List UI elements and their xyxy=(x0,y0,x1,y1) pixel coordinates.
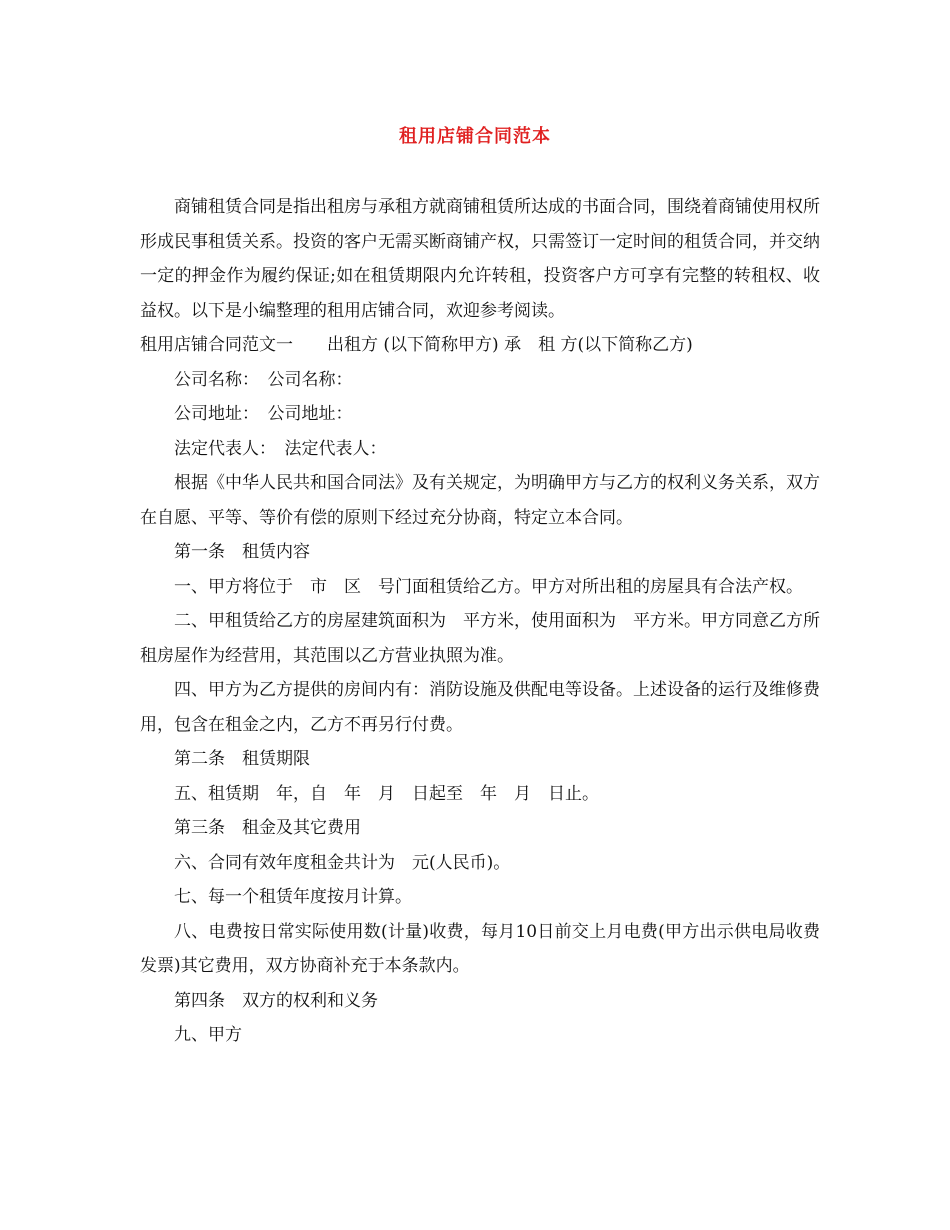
clause-1: 一、甲方将位于 市 区 号门面租赁给乙方。甲方对所出租的房屋具有合法产权。 xyxy=(174,576,803,597)
article-3-heading: 第三条 租金及其它费用 xyxy=(174,818,361,838)
paragraph-legal-representative: 法定代表人： 法定代表人： xyxy=(174,438,387,459)
clause-7: 七、每一个租赁年度按月计算。 xyxy=(174,887,412,907)
clause-2: 二、甲租赁给乙方的房屋建筑面积为 平方米，使用面积为 平方米。甲方同意乙方所租房屋作为经营用，其范围以乙方营业执照为准。 xyxy=(140,611,820,666)
clause-4: 四、甲方为乙方提供的房间内有：消防设施及供配电等设备。上述设备的运行及维修费用，包含在租金之内，乙方不再另行付费。 xyxy=(140,680,820,735)
paragraph-parties: 租用店铺合同范文一 出租方 (以下简称甲方) 承 租 方(以下简称乙方) xyxy=(140,335,693,355)
paragraph-basis: 根据《中华人民共和国合同法》及有关规定，为明确甲方与乙方的权利义务关系，双方在自愿、平等、等价有偿的原则下经过充分协商，特定立本合同。 xyxy=(140,473,820,528)
document-body xyxy=(140,190,820,1053)
clause-9: 九、甲方 xyxy=(174,1025,242,1045)
article-1-heading: 第一条 租赁内容 xyxy=(174,542,310,562)
clause-5: 五、租赁期 年，自 年 月 日起至 年 月 日止。 xyxy=(174,783,599,804)
document-title: 租用店铺合同范本 xyxy=(399,126,551,147)
paragraph-company-name: 公司名称： 公司名称： xyxy=(174,369,353,390)
clause-8: 八、电费按日常实际使用数(计量)收费，每月10日前交上月电费(甲方出示供电局收费发票)其它费用，双方协商补充于本条款内。 xyxy=(140,921,820,976)
article-4-heading: 第四条 双方的权利和义务 xyxy=(174,990,378,1011)
paragraph-company-address: 公司地址： 公司地址： xyxy=(174,404,353,424)
paragraph-intro: 商铺租赁合同是指出租房与承租方就商铺租赁所达成的书面合同，围绕着商铺使用权所形成民事租赁关系。投资的客户无需买断商铺产权，只需签订一定时间的租赁合同，并交纳一定的押金作为履约保证;如在租赁期限内允许转租，投资客户方可享有完整的转租权、收益权。以下是小编整理的租用店铺合同，欢迎参考阅读。 xyxy=(140,197,820,321)
clause-6: 六、合同有效年度租金共计为 元(人民币)。 xyxy=(174,852,511,873)
article-2-heading: 第二条 租赁期限 xyxy=(174,749,310,769)
